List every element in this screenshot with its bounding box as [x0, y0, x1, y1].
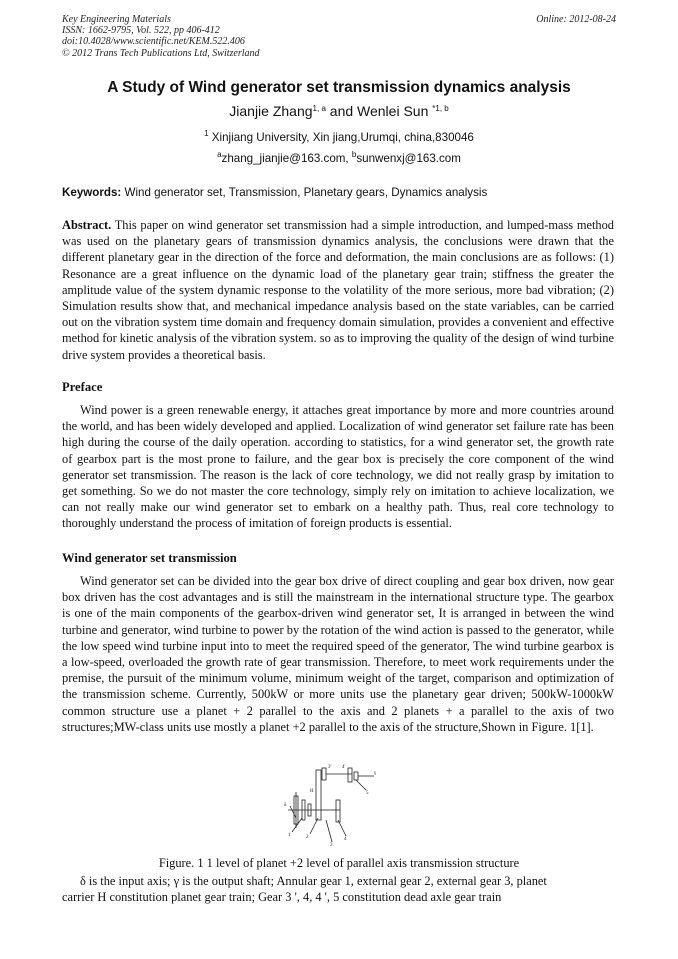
email-a: zhang_jianjie@163.com, [221, 152, 352, 165]
figure-label-2: 2 [306, 835, 309, 840]
keywords-text: Wind generator set, Transmission, Planetary gears, Dynamics analysis [121, 186, 488, 199]
email-a-marker: a [217, 150, 222, 159]
author-2-affil: *1, b [432, 104, 449, 113]
figure-label-5: 5 [366, 791, 369, 796]
online-date: Online: 2012-08-24 [536, 14, 616, 25]
figure-description [62, 873, 622, 905]
figure-label-4-prime: 4' [342, 765, 346, 770]
author-line [0, 103, 678, 119]
copyright-line: © 2012 Trans Tech Publications Ltd, Switzerland [62, 47, 260, 59]
figure-label-1: 1 [288, 833, 291, 838]
transmission-structure-figure [282, 762, 382, 852]
affiliation-text: Xinjiang University, Xin jiang,Urumqi, china,830046 [208, 131, 474, 144]
gear-5 [354, 772, 358, 780]
journal-name: Key Engineering Materials [62, 14, 171, 25]
email-line [0, 152, 678, 165]
section-body-preface: Wind power is a green renewable energy, it attaches great importance by more and more countries around the world, and has been widely developed and applied. Localization of wind generator set failure rate has been high during the course of the daily operation. according to statistics, for a wind generator set, the growth rate of gearbox part is the most prone to failure, and the gear box is precisely the core component of the wind generator set transmission. The reason is the lack of core technology, we did not really grasp by imitation to get something. So we do not master the core technology, simply rely on imitation to achieve localization, we can not really make our wind generator set to embark on a healthy path. Thus, real core technology to thoroughly understand the process of imitation of foreign products is essential. [62, 403, 614, 531]
figure-caption: Figure. 1 1 level of planet +2 level of parallel axis transmission structure [158, 856, 520, 870]
figure-label-gamma: γ [374, 771, 377, 776]
gear-4 [336, 800, 340, 822]
author-2: and Wenlei Sun [325, 103, 433, 119]
abstract-text: This paper on wind generator set transmission had a simple introduction, and lumped-mass method was used on the planetary gears of transmission dynamics analysis, the conclusions were drawn that the different planetary gear in the direction of the force and deformation, the main conclusions are as follows: (1) Resonance are a great influence on the dynamic load of the planetary gear train; stiffness the greater the amplitude value of the system dynamic response to the volatility of the more serious, more bad vibration; (2) Simulation results show that, and mechanical impedance analysis based on the state variables, can be carried out on the vibration system time domain and frequency domain simulation, provides a convenient and effective method for kinetic analysis of the vibration system. so as to improving the quality of the design of wind turbine drive system provides a theoretical basis. [62, 218, 614, 362]
affiliation-number: 1 [204, 129, 209, 138]
email-b: sunwenxj@163.com [356, 152, 461, 165]
figure-label-delta: δ [284, 803, 287, 808]
figure-label-3-prime: 3' [328, 765, 332, 770]
figure-description-line-2: carrier H constitution planet gear train; Gear 3 ', 4, 4 ', 5 constitution dead axle gear train [62, 890, 502, 905]
section-heading-preface: Preface [62, 380, 103, 394]
keywords-label: Keywords: [62, 186, 122, 199]
affiliation [0, 131, 678, 144]
section-body-transmission: Wind generator set can be divided into the gear box drive of direct coupling and gear box driven, now gear box driven has the cost advantages and is still the mainstream in the international structure type. The gearbox is one of the main components of the gearbox-driven wind generator set, It is arranged in between the wind turbine and generator, wind turbine to power by the rotation of the wind action is passed to the generator, while the low speed wind turbine input into to meet the required speed of the generator, The wind turbine gearbox is a low-speed, overloaded the growth rate of gear transmission. Therefore, to meet work requirements under the premise, the pursuit of the minimum volume, minimum weight of the target, comparison and optimization of the transmission scheme. Currently, 500kW or more units use the planetary gear driven; 500kW-1000kW common structure use a planet + 2 parallel to the axis and 2 planets + a parallel to the axis of two structures;MW-class units use mostly a planet +2 parallel to the axis of the structure,Shown in Figure. 1[1]. [62, 574, 614, 734]
figure-label-3: 3 [330, 843, 333, 848]
issn-line: ISSN: 1662-9795, Vol. 522, pp 406-412 [62, 25, 220, 37]
paper-title: A Study of Wind generator set transmission dynamics analysis [107, 79, 571, 96]
abstract-label: Abstract. [62, 218, 112, 232]
email-b-marker: b [351, 150, 357, 159]
gear-3 [316, 770, 321, 820]
author-1: Jianjie Zhang [229, 103, 313, 119]
figure-label-H: H [310, 789, 314, 794]
section-heading-transmission: Wind generator set transmission [62, 551, 237, 565]
abstract [62, 217, 614, 363]
figure-label-4: 4 [344, 837, 347, 842]
keywords [62, 186, 622, 199]
gear-3-prime [322, 768, 326, 780]
author-1-affil: 1, a [312, 104, 326, 113]
doi-line: doi:10.4028/www.scientific.net/KEM.522.406 [62, 36, 245, 48]
figure-description-line-1: δ is the input axis; γ is the output shaft; Annular gear 1, external gear 2, external gear 3, planet [80, 874, 547, 888]
gear-4-prime [348, 768, 352, 782]
